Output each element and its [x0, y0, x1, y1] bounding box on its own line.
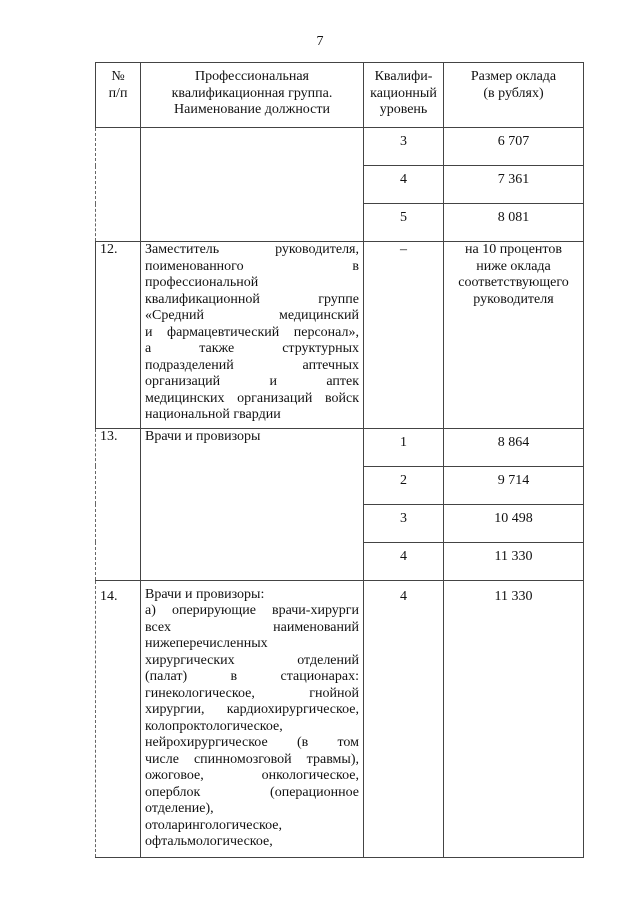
name-line: хирургии, кардиохирургическое, — [145, 702, 359, 717]
position-name — [141, 580, 364, 857]
row-number: 14. — [96, 580, 141, 857]
name-line: офтальмологическое, — [145, 834, 273, 849]
table-header-row — [96, 63, 584, 128]
level-cell: 4 — [364, 166, 444, 204]
level-cell: 3 — [364, 504, 444, 542]
num-cell-empty — [96, 128, 141, 242]
name-line: и фармацевтический персонал», — [145, 324, 359, 340]
name-line: квалификационной группе — [145, 291, 359, 307]
name-line: поименованного в — [145, 258, 359, 274]
name-line: нейрохирургическое (в том — [145, 735, 359, 750]
level-cell: 4 — [364, 542, 444, 580]
page-number: 7 — [316, 34, 324, 49]
name-line: (палат) в стационарах: — [145, 669, 359, 684]
position-name: Врачи и провизоры — [141, 428, 364, 580]
name-line: а) оперирующие врачи-хирурги — [145, 603, 359, 618]
name-line: Заместитель руководителя, — [145, 242, 359, 257]
level-cell: 2 — [364, 466, 444, 504]
header-qualification-level: Квалифи- кационный уровень — [364, 63, 444, 128]
table-row — [96, 128, 584, 166]
name-line: хирургических отделений — [145, 652, 359, 668]
name-line: медицинских организаций войск — [145, 390, 359, 406]
level-cell: – — [364, 242, 444, 429]
header-salary: Размер оклада (в рублях) — [444, 63, 584, 128]
name-line: числе спинномозговой травмы), — [145, 751, 359, 767]
level-cell: 5 — [364, 204, 444, 242]
header-group-name: Профессиональная квалификационная группа. Наименование должности — [141, 63, 364, 128]
name-line: ожоговое, онкологическое, — [145, 768, 359, 783]
name-line: гинекологическое, гнойной — [145, 685, 359, 701]
table-row-13 — [96, 428, 584, 466]
level-cell: 1 — [364, 428, 444, 466]
name-line: оперблок (операционное — [145, 784, 359, 800]
salary-cell: 10 498 — [444, 504, 584, 542]
salary-cell: 11 330 — [444, 580, 584, 857]
name-line: всех наименований — [145, 619, 359, 635]
name-cell-empty — [141, 128, 364, 242]
salary-cell: 8 864 — [444, 428, 584, 466]
table-row-12 — [96, 242, 584, 429]
position-name — [141, 242, 364, 429]
name-line: колопроктологическое, — [145, 718, 283, 734]
salary-cell: 8 081 — [444, 204, 584, 242]
salary-cell: 9 714 — [444, 466, 584, 504]
header-number: № п/п — [96, 63, 141, 128]
name-line: отделение), — [145, 801, 214, 816]
name-line: организаций и аптек — [145, 374, 359, 389]
name-line: «Средний медицинский — [145, 308, 359, 323]
row-number: 13. — [96, 428, 141, 580]
salary-cell: на 10 процентов ниже оклада соответствующего руководителя — [444, 242, 584, 429]
level-cell: 4 — [364, 580, 444, 857]
salary-table — [95, 62, 584, 858]
salary-cell: 11 330 — [444, 542, 584, 580]
name-line: нижеперечисленных — [145, 636, 268, 651]
name-line: отоларингологическое, — [145, 817, 282, 833]
row-number: 12. — [96, 242, 141, 429]
name-line: Врачи и провизоры: — [145, 586, 265, 602]
table-row-14 — [96, 580, 584, 857]
name-line: профессиональной — [145, 275, 259, 290]
salary-cell: 7 361 — [444, 166, 584, 204]
name-line: национальной гвардии — [145, 407, 281, 422]
name-line: а также структурных — [145, 341, 359, 356]
level-cell: 3 — [364, 128, 444, 166]
salary-cell: 6 707 — [444, 128, 584, 166]
name-line: подразделений аптечных — [145, 357, 359, 373]
